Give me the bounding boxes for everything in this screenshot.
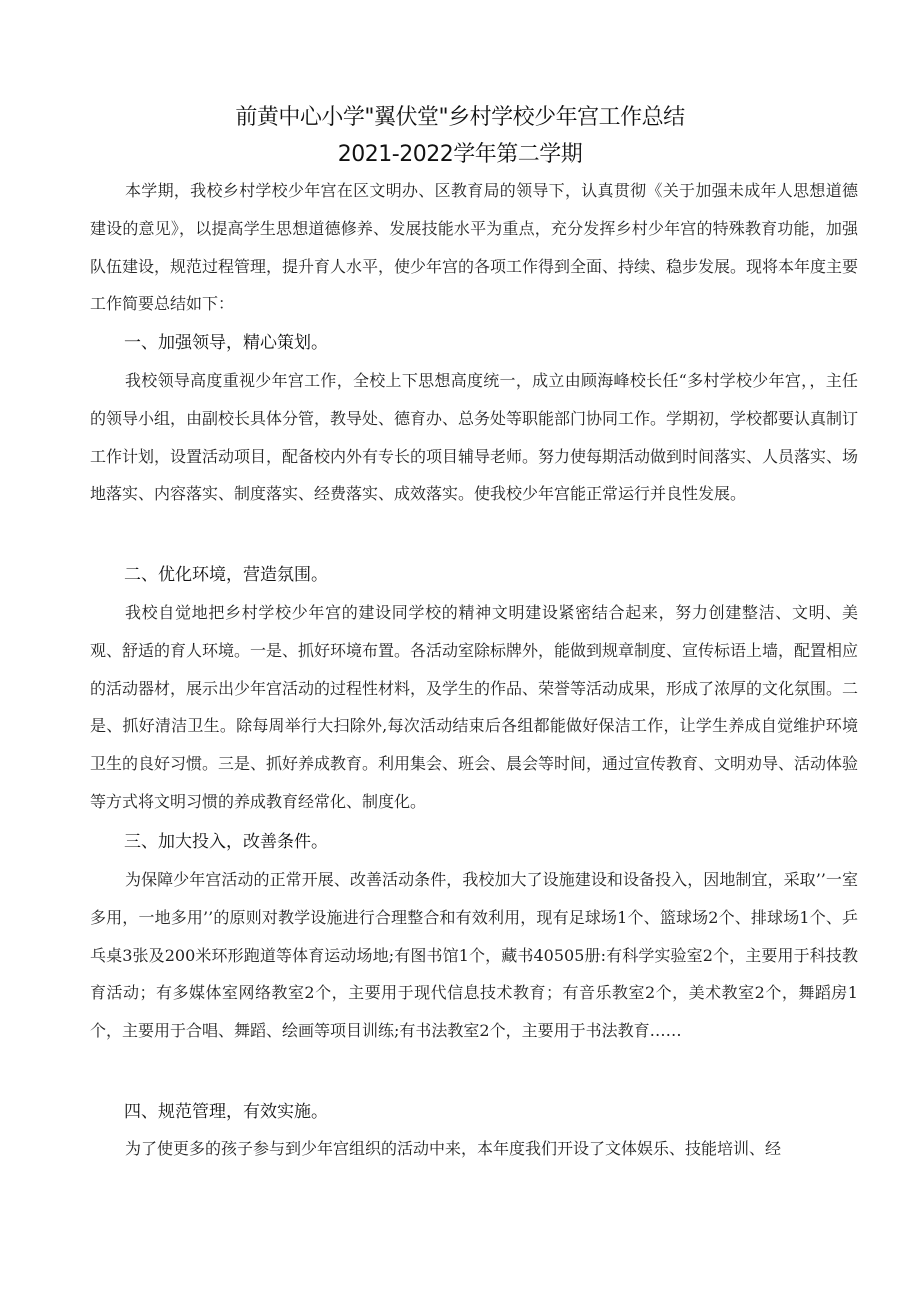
document-title: 前黄中心小学"翼伏堂"乡村学校少年宫工作总结 <box>235 105 685 130</box>
document-subtitle: 2021-2022学年第二学期 <box>337 142 583 167</box>
section-heading: 一、加强领导，精心策划。 <box>124 333 328 353</box>
section-paragraph: 我校自觉地把乡村学校少年宫的建设同学校的精神文明建设紧密结合起来，努力创建整洁、文明、美观、舒适的育人环境。一是、抓好环境布置。各活动室除标牌外，能做到规章制度、宣传标语上墙，配置相应的活动器材，展示出少年宫活动的过程性材料，及学生的作品、荣誉等活动成果，形成了浓厚的文化氛围。二是、抓好清洁卫生。除每周举行大扫除外,每次活动结束后各组都能做好保洁工作，让学生养成自觉维护环境卫生的良好习惯。三是、抓好养成教育。利用集会、班会、晨会等时间，通过宣传教育、文明劝导、活动体验等方式将文明习惯的养成教育经常化、制度化。 <box>90 603 859 811</box>
section-paragraph: 我校领导高度重视少年宫工作，全校上下思想高度统一，成立由顾海峰校长任“多村学校少年宫，，主任的领导小组，由副校长具体分管，教导处、德育办、总务处等职能部门协同工作。学期初，学校都要认真制订工作计划，设置活动项目，配备校内外有专长的项目辅导老师。努力使每期活动做到时间落实、人员落实、场地落实、内容落实、制度落实、经费落实、成效落实。使我校少年宫能正常运行并良性发展。 <box>90 371 859 504</box>
section-heading: 二、优化环境，营造氛围。 <box>124 565 328 585</box>
section-paragraph: 为了使更多的孩子参与到少年宫组织的活动中来，本年度我们开设了文体娱乐、技能培训、经 <box>125 1139 782 1158</box>
section-paragraph: 为保障少年宫活动的正常开展、改善活动条件，我校加大了设施建设和设备投入，因地制宜，采取’’一室多用，一地多用’’的原则对教学设施进行合理整合和有效利用，现有足球场1个、篮球场2个、排球场1个、乒乓桌3张及200米环形跑道等体育运动场地;有图书馆1个，藏书40505册:有科学实验室2个，主要用于科技教育活动；有多媒体室网络教室2个，主要用于现代信息技术教育；有音乐教室2个，美术教室2个，舞蹈房1个，主要用于合唱、舞蹈、绘画等项目训练;有书法教室2个，主要用于书法教育…… <box>90 870 858 1041</box>
section-heading: 四、规范管理，有效实施。 <box>124 1102 328 1122</box>
section-heading: 三、加大投入，改善条件。 <box>124 832 328 852</box>
intro-paragraph: 本学期，我校乡村学校少年宫在区文明办、区教育局的领导下，认真贯彻《关于加强未成年人思想道德建设的意见》，以提高学生思想道德修养、发展技能水平为重点，充分发挥乡村少年宫的特殊教育功能，加强队伍建设，规范过程管理，提升育人水平，使少年宫的各项工作得到全面、持续、稳步发展。现将本年度主要工作简要总结如下： <box>90 181 859 314</box>
